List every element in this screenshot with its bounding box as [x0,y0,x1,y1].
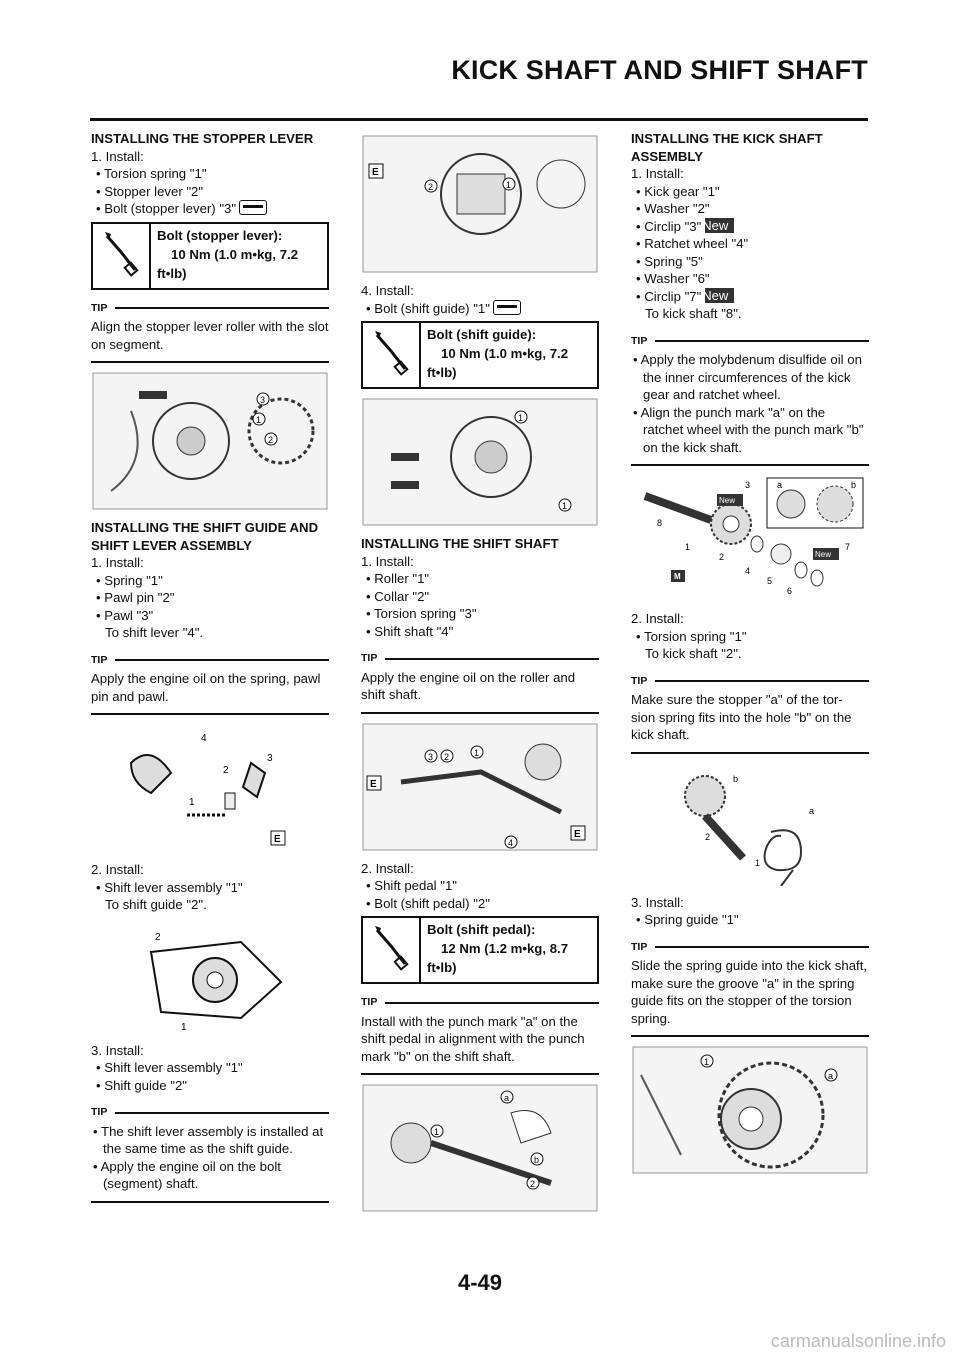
new-badge: New [705,218,734,233]
wrench-icon [363,323,421,387]
callout-3: 3 [260,395,266,405]
list-item [631,288,869,306]
tip-box [91,1104,329,1203]
torque-unit: ft•lb) [427,365,457,380]
callout-5: 5 [767,576,773,586]
list-item: • Shift guide "2" [91,1077,329,1095]
list-item-text: Circlip "3" [644,218,702,234]
torque-unit: ft•lb) [157,265,187,281]
torque-value: 10 Nm (1.0 m•kg, 7.2 [441,346,569,361]
callout-1: 1 [518,413,524,423]
torque-label: Bolt (shift guide): [427,327,537,342]
callout-2: 2 [223,765,229,776]
column-1 [91,130,329,1209]
list-item: • Spring "5" [631,253,869,271]
watermark: carmanualsonline.info [770,1331,946,1351]
callout-1: 1 [755,857,761,868]
callout-6: 6 [787,586,793,596]
list-item [361,300,599,318]
torque-spec-box [361,321,599,389]
list-item: • Spring "1" [91,572,329,590]
bolt-symbol-icon [239,200,267,215]
tip-label: TIP [631,674,648,687]
callout-2: 2 [268,435,274,445]
tip-label: TIP [91,1106,108,1118]
torque-unit: ft•lb) [427,960,457,975]
continuation-text: To shift guide "2". [105,897,207,912]
callout-4: 4 [201,733,207,744]
torque-spec-box [91,222,329,290]
callout-8: 8 [657,518,663,528]
step-text: 4. Install: [361,283,414,298]
continuation-text: To kick shaft "8". [645,306,742,321]
torque-value: 12 Nm (1.2 m•kg, 8.7 [441,941,569,956]
list-item: • Shift shaft "4" [361,623,599,641]
list-item: • Shift pedal "1" [361,877,599,895]
figure-spring-guide [631,1045,869,1175]
list-item: • Spring guide "1" [631,911,869,929]
callout-2: 2 [444,751,450,762]
tip-box [631,939,869,1038]
list-item-text: Circlip "7" [644,288,702,304]
tip-box [91,300,329,364]
list-item: • Torsion spring "1" [631,628,869,646]
tip-text: Apply the engine oil on the roller and shift shaft. [361,669,576,702]
figure-kick-shaft-exploded [631,474,869,602]
callout-1: 1 [474,747,480,758]
list-item: • Bolt (shift pedal) "2" [361,895,599,913]
tip-box [361,650,599,714]
callout-2: 2 [428,182,434,192]
callout-3: 3 [428,751,434,762]
tip-text: Apply the engine oil on the spring, pawl pin and pawl. [91,671,321,704]
step-text: 2. Install: [631,611,684,626]
callout-1: 1 [685,542,691,552]
new-badge: New [719,496,736,505]
callout-3: 3 [745,480,751,490]
page-number: 4-49 [457,1270,503,1295]
callout-1: 1 [189,797,195,808]
step-text: 3. Install: [631,894,684,910]
step-text: 2. Install: [361,860,414,876]
list-item: • Stopper lever "2" [91,183,329,201]
wrench-icon [363,918,421,982]
bolt-symbol-icon [493,300,521,315]
list-item: • Torsion spring "3" [361,605,599,623]
engine-oil-icon: E [274,834,281,845]
tip-text: Install with the punch mark "a" on the shift pedal in alignment with the punch mark "b" on the shift shaft. [361,1013,585,1064]
tip-box [361,994,599,1075]
callout-7: 7 [845,542,851,552]
callout-1: 1 [506,180,512,190]
figure-shift-guide [91,922,329,1034]
figure-shift-guide-bolt [361,134,599,274]
figure-stopper-lever [91,371,329,511]
tip-text: Slide the spring guide into the kick shaft, make sure the groove "a" in the spring guide fits on the stopper of the torsion spring. [631,958,868,1026]
tip-bullet: • Align the punch mark "a" on the ratchet wheel with the punch mark "b" on the kick shaft. [631,404,869,457]
header-rule [90,118,868,121]
section-heading-shift-shaft: INSTALLING THE SHIFT SHAFT [361,536,559,551]
list-item: • Shift lever assembly "1" [91,1059,329,1077]
section-heading-stopper: INSTALLING THE STOPPER LEVER [91,131,314,146]
list-item-text: Bolt (stopper lever) "3" [104,201,237,216]
callout-4: 4 [745,566,751,576]
tip-bullet: • Apply the molybdenum disulfide oil on the inner circumferences of the kick gear and ratchet wheel. [631,351,869,404]
torque-spec-box [361,916,599,984]
torque-label: Bolt (stopper lever): [157,227,283,243]
list-item: • Kick gear "1" [631,183,869,201]
list-item: • Roller "1" [361,570,599,588]
callout-a: a [809,805,815,816]
page-header-title: KICK SHAFT AND SHIFT SHAFT [451,55,868,85]
step-text: 1. Install: [91,555,144,570]
list-item: • Shift lever assembly "1" [91,879,329,897]
callout-3: 3 [267,753,273,764]
tip-box [631,673,869,754]
callout-1: 1 [181,1021,187,1033]
callout-2: 2 [155,931,161,943]
figure-torsion-spring [631,762,869,886]
callout-2: 2 [719,552,725,562]
tip-label: TIP [361,652,378,664]
torque-label: Bolt (shift pedal): [427,922,536,937]
section-heading-shift-guide: INSTALLING THE SHIFT GUIDE AND SHIFT LEVER ASSEMBLY [91,520,319,553]
new-badge: New [705,288,734,303]
figure-shift-shaft [361,722,599,852]
list-item: • Washer "2" [631,200,869,218]
section-heading-kick-shaft: INSTALLING THE KICK SHAFT ASSEMBLY [631,131,823,164]
continuation-text: To shift lever "4". [105,625,204,640]
figure-shift-guide-installed [361,397,599,527]
list-item [91,200,329,218]
tip-box [91,652,329,716]
callout-1: 1 [434,1127,440,1137]
callout-1: 1 [562,501,568,511]
figure-pawl [91,723,329,853]
continuation-text: To kick shaft "2". [645,646,742,661]
callout-a: a [777,480,783,490]
list-item-text: Bolt (shift guide) "1" [374,300,490,316]
list-item: • Pawl "3" [91,607,329,625]
tip-label: TIP [631,940,648,953]
step-text: 1. Install: [631,166,684,181]
tip-label: TIP [361,996,378,1008]
tip-label: TIP [91,301,108,314]
callout-b: b [534,1155,540,1165]
list-item: • Pawl pin "2" [91,589,329,607]
tip-text: Make sure the stopper "a" of the tor- sion spring fits into the hole "b" on the kick shaft. [631,692,852,742]
callout-2: 2 [705,831,711,842]
step-text: 3. Install: [91,1042,144,1058]
engine-oil-icon: E [574,828,581,840]
callout-b: b [733,773,739,784]
torque-value: 10 Nm (1.0 m•kg, 7.2 [171,246,299,262]
callout-1: 1 [256,415,262,425]
new-badge: New [815,550,832,559]
step-text: 2. Install: [91,862,144,877]
tip-text: Align the stopper lever roller with the slot on segment. [91,319,329,352]
step-text: 1. Install: [361,553,414,569]
figure-shift-pedal [361,1083,599,1213]
list-item: • Washer "6" [631,270,869,288]
tip-label: TIP [91,653,108,666]
list-item: • Collar "2" [361,588,599,606]
callout-2: 2 [530,1179,536,1189]
moly-oil-icon: M [674,572,681,581]
engine-oil-icon: E [370,778,377,790]
tip-label: TIP [631,334,648,347]
callout-a: a [504,1093,510,1103]
callout-a: a [828,1071,834,1081]
column-2 [361,130,599,1221]
column-3 [631,130,869,1183]
step-text: 1. Install: [91,148,144,164]
engine-oil-icon: E [372,167,379,178]
wrench-icon [93,224,151,288]
callout-1: 1 [704,1057,710,1067]
callout-4: 4 [508,837,514,848]
tip-bullet: • Apply the engine oil on the bolt (segment) shaft. [91,1158,329,1193]
callout-b: b [851,480,857,490]
list-item: • Ratchet wheel "4" [631,235,869,253]
list-item [631,218,869,236]
list-item: • Torsion spring "1" [91,165,329,183]
tip-box [631,333,869,467]
tip-bullet: • The shift lever assembly is installed at the same time as the shift guide. [91,1123,329,1158]
